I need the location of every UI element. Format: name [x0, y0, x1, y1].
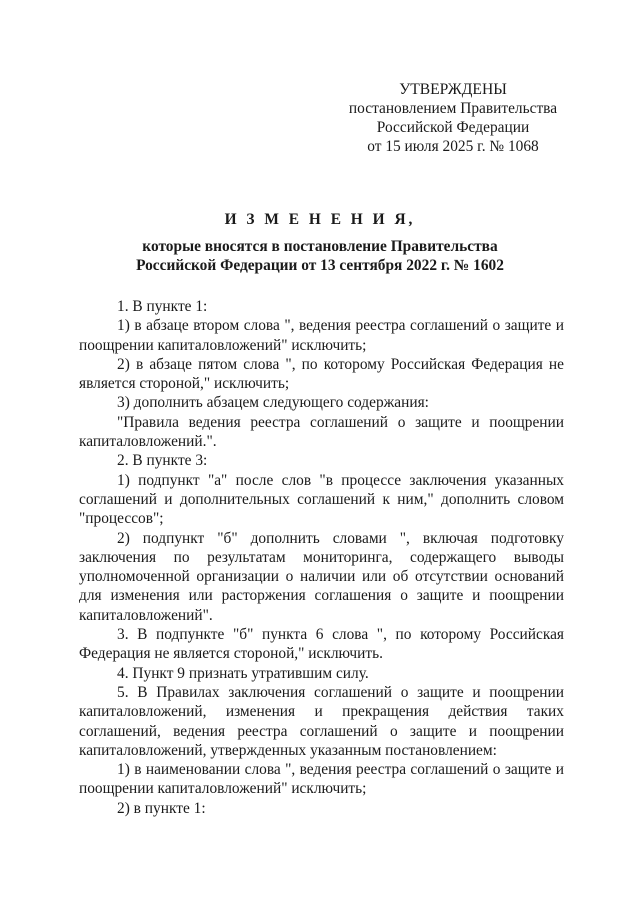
approval-line: постановлением Правительства: [348, 100, 558, 117]
paragraph: 5. В Правилах заключения соглашений о защите и поощрении капиталовложений, изменения и прекращения действия таких соглашений, ведения реестра соглашений о защите и поощрении капиталовложений, утвержденных указанным постановлением:: [79, 683, 564, 759]
paragraph: 1) в наименовании слова ", ведения реестра соглашений о защите и поощрении капиталовложений" исключить;: [79, 761, 564, 798]
paragraph: 1) в абзаце втором слова ", ведения реестра соглашений о защите и поощрении капиталовложений" исключить;: [79, 317, 564, 354]
paragraph: 4. Пункт 9 признать утратившим силу.: [117, 664, 369, 682]
paragraph: 2) в пункте 1:: [117, 799, 206, 817]
document-title: И З М Е Н Е Н И Я,: [224, 211, 416, 228]
document-subtitle: которые вносятся в постановление Правительства: [142, 238, 498, 255]
paragraph: 2. В пункте 3:: [117, 452, 208, 470]
approval-title: УТВЕРЖДЕНЫ: [399, 81, 507, 98]
approval-date-number: от 15 июля 2025 г. № 1068: [367, 138, 539, 155]
approval-stamp: [318, 80, 588, 156]
paragraph: 1) подпункт "а" после слов "в процессе заключения указанных соглашений и дополнительных соглашений к ним," дополнить словом "процессов";: [79, 471, 564, 528]
paragraph: "Правила ведения реестра соглашений о защите и поощрении капиталовложений.".: [79, 413, 564, 451]
paragraph: 1. В пункте 1:: [117, 298, 208, 315]
paragraph: 2) в абзаце пятом слова ", по которому Российская Федерация не является стороной," исключить;: [79, 355, 564, 393]
paragraph: 3) дополнить абзацем следующего содержания:: [117, 394, 429, 412]
approval-line: Российской Федерации: [376, 119, 530, 136]
paragraph: 3. В подпункте "б" пункта 6 слова ", по которому Российская Федерация не является стороной," исключить.: [79, 626, 564, 663]
document-subtitle: Российской Федерации от 13 сентября 2022 г. № 1602: [136, 257, 504, 274]
paragraph: 2) подпункт "б" дополнить словами ", включая подготовку заключения по результатам мониторинга, содержащего выводы уполномоченной организации о наличии или об отсутствии оснований для изменения или расторжения соглашения о защите и поощрении капиталовложений".: [79, 529, 564, 624]
document-body: [79, 297, 564, 818]
